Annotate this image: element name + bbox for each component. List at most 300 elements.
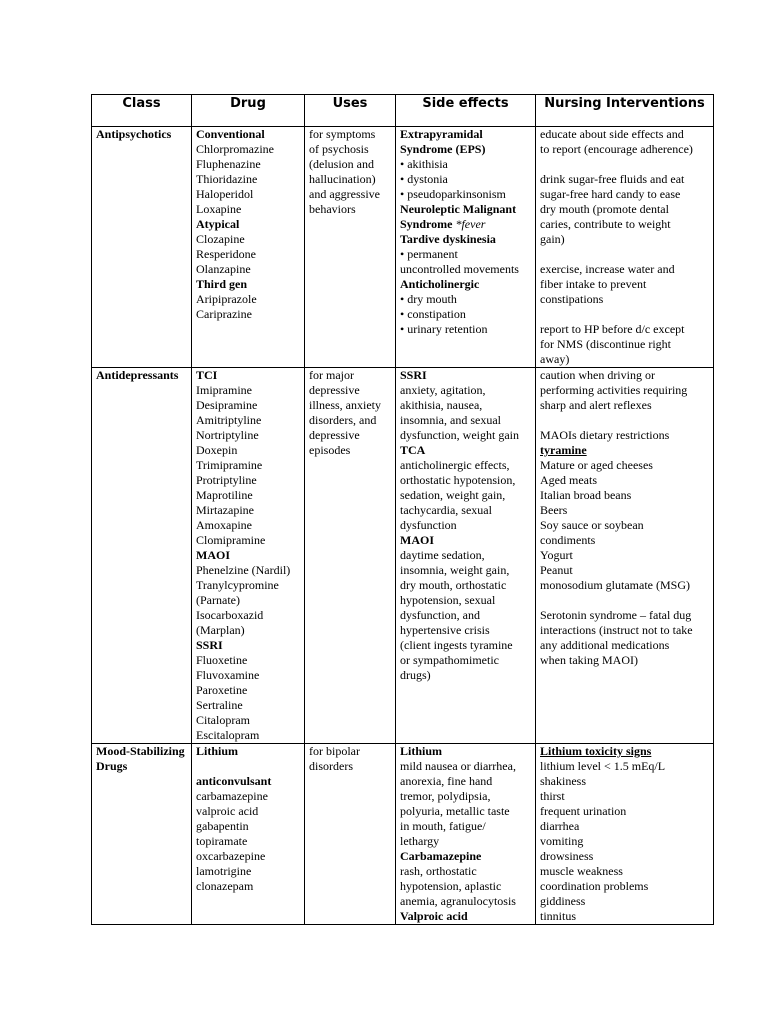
cell-line: [196, 518, 300, 533]
cell-line-text: lamotrigine: [196, 864, 252, 878]
cell-line-text: Third gen: [196, 277, 248, 291]
cell-line-text: Aged meats: [540, 473, 597, 487]
cell-line: [540, 608, 709, 623]
cell-line-text: TCA: [400, 443, 426, 457]
cell-line: [400, 608, 531, 623]
cell-line: [309, 428, 391, 443]
cell-line: [540, 593, 709, 608]
cell-line: [400, 443, 531, 458]
cell-line-text: Paroxetine: [196, 683, 248, 697]
cell-line: [540, 894, 709, 909]
cell-line: [400, 533, 531, 548]
cell-line-text: in mouth, fatigue/: [400, 819, 486, 833]
cell-line: [196, 413, 300, 428]
cell-line: [540, 638, 709, 653]
cell-line-text: clonazepam: [196, 879, 254, 893]
cell-line: [196, 292, 300, 307]
cell-line: [196, 789, 300, 804]
cell-line-text: Lithium: [196, 744, 239, 758]
cell-line-text: Extrapyramidal: [400, 127, 483, 141]
cell-line-text: when taking MAOI): [540, 653, 638, 667]
cell-line-text: Clozapine: [196, 232, 245, 246]
uses-cell: [305, 127, 396, 368]
cell-line: [400, 202, 531, 217]
cell-line: [400, 187, 531, 202]
cell-line: [196, 307, 300, 322]
cell-line-text: Thioridazine: [196, 172, 258, 186]
cell-line-text: MAOI: [400, 533, 434, 547]
cell-line: [400, 262, 531, 277]
cell-line-text: akithisia, nausea,: [400, 398, 483, 412]
cell-line-text: Neuroleptic Malignant: [400, 202, 517, 216]
cell-line: [540, 217, 709, 232]
cell-line-text: interactions (instruct not to take: [540, 623, 693, 637]
cell-line: [309, 383, 391, 398]
cell-line-text: Resperidone: [196, 247, 256, 261]
cell-line-text: Nortriptyline: [196, 428, 259, 442]
class-cell: Antipsychotics: [92, 127, 192, 368]
table-header-row: [92, 95, 714, 127]
cell-line-text: frequent urination: [540, 804, 627, 818]
cell-line: [400, 217, 531, 232]
cell-line-text: any additional medications: [540, 638, 670, 652]
cell-line: [540, 533, 709, 548]
cell-line-text: lithium level < 1.5 mEq/L: [540, 759, 666, 773]
cell-line-text: daytime sedation,: [400, 548, 485, 562]
cell-line: [540, 909, 709, 924]
cell-line-text: coordination problems: [540, 879, 649, 893]
cell-line-text: orthostatic hypotension,: [400, 473, 516, 487]
cell-line-text: (Parnate): [196, 593, 240, 607]
cell-line: [196, 849, 300, 864]
class-cell: Mood-Stabilizing Drugs: [92, 744, 192, 925]
cell-line: [540, 157, 709, 172]
cell-line: [196, 879, 300, 894]
drug-cell: [192, 744, 305, 925]
cell-line: [309, 202, 391, 217]
cell-line-text: disorders, and: [309, 413, 377, 427]
cell-line-text: shakiness: [540, 774, 586, 788]
cell-line: [196, 713, 300, 728]
cell-line: [540, 804, 709, 819]
cell-line-text: lethargy: [400, 834, 440, 848]
cell-line-text: • pseudoparkinsonism: [400, 187, 506, 201]
uses-cell: [305, 368, 396, 744]
cell-line-text: behaviors: [309, 202, 356, 216]
cell-line: [540, 232, 709, 247]
cell-line-text: Carbamazepine: [400, 849, 482, 863]
cell-line-text: for bipolar: [309, 744, 360, 758]
cell-line: [400, 488, 531, 503]
cell-line: [540, 368, 709, 383]
cell-line-text: dysfunction, and: [400, 608, 480, 622]
cell-line-text: oxcarbazepine: [196, 849, 266, 863]
cell-line: [540, 578, 709, 593]
cell-line-text: educate about side effects and: [540, 127, 684, 141]
cell-line: [400, 909, 531, 924]
cell-line: [400, 473, 531, 488]
cell-line-text: (client ingests tyramine: [400, 638, 513, 652]
cell-line-text: muscle weakness: [540, 864, 623, 878]
cell-line: [196, 127, 300, 142]
cell-line-text: Syndrome: [400, 217, 453, 231]
cell-line: [400, 428, 531, 443]
cell-line-text: sharp and alert reflexes: [540, 398, 652, 412]
header-nursing-interventions: Nursing Interventions: [536, 95, 714, 127]
cell-line: [400, 292, 531, 307]
cell-line-text: sedation, weight gain,: [400, 488, 506, 502]
cell-line: [540, 744, 709, 759]
cell-line: [196, 864, 300, 879]
cell-line-text: to report (encourage adherence): [540, 142, 693, 156]
cell-line-text: Amitriptyline: [196, 413, 262, 427]
cell-line-text: Chlorpromazine: [196, 142, 274, 156]
cell-line: [309, 172, 391, 187]
cell-line-text: diarrhea: [540, 819, 580, 833]
cell-line: [400, 879, 531, 894]
cell-line: [400, 653, 531, 668]
cell-line: [309, 368, 391, 383]
cell-line: [540, 262, 709, 277]
cell-line-text: Cariprazine: [196, 307, 252, 321]
cell-line-text: SSRI: [196, 638, 223, 652]
cell-line: [309, 413, 391, 428]
cell-line-text: dysfunction: [400, 518, 457, 532]
cell-line: [400, 834, 531, 849]
header-drug: Drug: [192, 95, 305, 127]
cell-line: [540, 473, 709, 488]
cell-line: [400, 247, 531, 262]
cell-line: [309, 127, 391, 142]
cell-line-text: tyramine: [540, 443, 587, 457]
cell-line-text: • dry mouth: [400, 292, 457, 306]
cell-line-text: sugar-free hard candy to ease: [540, 187, 681, 201]
cell-line: [196, 563, 300, 578]
cell-line: [309, 398, 391, 413]
cell-line-text: gain): [540, 232, 565, 246]
drug-cell: [192, 127, 305, 368]
cell-line: [540, 759, 709, 774]
cell-line: [196, 819, 300, 834]
cell-line-text: drowsiness: [540, 849, 594, 863]
cell-line-text: Clomipramine: [196, 533, 266, 547]
cell-line-text: Loxapine: [196, 202, 242, 216]
cell-line-text: • urinary retention: [400, 322, 488, 336]
cell-line: [196, 428, 300, 443]
cell-line: [400, 322, 531, 337]
cell-line: [400, 127, 531, 142]
cell-line: [309, 443, 391, 458]
header-uses: Uses: [305, 95, 396, 127]
table-row: [92, 368, 714, 744]
cell-line: [196, 623, 300, 638]
cell-line: [540, 503, 709, 518]
cell-line: [540, 127, 709, 142]
cell-line: [400, 894, 531, 909]
cell-line: [400, 518, 531, 533]
cell-line-text: tachycardia, sexual: [400, 503, 492, 517]
cell-line-text: dysfunction, weight gain: [400, 428, 519, 442]
cell-line-text: hallucination): [309, 172, 376, 186]
cell-line-text: and aggressive: [309, 187, 380, 201]
cell-line: [309, 142, 391, 157]
cell-line: [540, 653, 709, 668]
cell-line: [540, 337, 709, 352]
cell-line-text: Fluoxetine: [196, 653, 248, 667]
cell-line-note: *fever: [452, 217, 486, 231]
cell-line-text: MAOI: [196, 548, 230, 562]
cell-line: [400, 307, 531, 322]
cell-line-text: Italian broad beans: [540, 488, 632, 502]
cell-line-text: tremor, polydipsia,: [400, 789, 491, 803]
cell-line: [196, 473, 300, 488]
cell-line: [400, 232, 531, 247]
cell-line-text: • permanent: [400, 247, 458, 261]
cell-line-text: dry mouth, orthostatic: [400, 578, 507, 592]
cell-line: [196, 653, 300, 668]
cell-line-text: Beers: [540, 503, 568, 517]
cell-line: [540, 563, 709, 578]
cell-line: [196, 202, 300, 217]
cell-line-text: rash, orthostatic: [400, 864, 477, 878]
cell-line-text: Doxepin: [196, 443, 238, 457]
cell-line-text: Tranylcypromine: [196, 578, 279, 592]
cell-line-text: drugs): [400, 668, 431, 682]
cell-line: [540, 623, 709, 638]
cell-line-text: Citalopram: [196, 713, 250, 727]
cell-line-text: hypotension, sexual: [400, 593, 496, 607]
cell-line: [196, 774, 300, 789]
class-cell: Antidepressants: [92, 368, 192, 744]
cell-line-text: Anticholinergic: [400, 277, 480, 291]
cell-line: [540, 428, 709, 443]
cell-line-text: for NMS (discontinue right: [540, 337, 671, 351]
cell-line: [540, 292, 709, 307]
cell-line: [400, 638, 531, 653]
cell-line: [400, 548, 531, 563]
cell-line-text: Soy sauce or soybean: [540, 518, 644, 532]
cell-line-text: dry mouth (promote dental: [540, 202, 669, 216]
header-class: Class: [92, 95, 192, 127]
cell-line-text: Fluphenazine: [196, 157, 261, 171]
cell-line-text: Tardive dyskinesia: [400, 232, 496, 246]
side-effects-cell: [396, 127, 536, 368]
nursing-cell: [536, 744, 714, 925]
cell-line-text: performing activities requiring: [540, 383, 688, 397]
cell-line-text: SSRI: [400, 368, 427, 382]
cell-line-text: anemia, agranulocytosis: [400, 894, 516, 908]
cell-line-text: anorexia, fine hand: [400, 774, 493, 788]
cell-line: [400, 172, 531, 187]
cell-line-text: fiber intake to prevent: [540, 277, 647, 291]
cell-line: [196, 548, 300, 563]
cell-line: [400, 578, 531, 593]
cell-line-text: caries, contribute to weight: [540, 217, 671, 231]
cell-line: [540, 277, 709, 292]
cell-line: [400, 744, 531, 759]
table-row: [92, 127, 714, 368]
cell-line: [540, 247, 709, 262]
cell-line: [540, 849, 709, 864]
nursing-cell: [536, 368, 714, 744]
cell-line: [196, 443, 300, 458]
cell-line-text: Protriptyline: [196, 473, 257, 487]
cell-line: [400, 849, 531, 864]
cell-line: [196, 232, 300, 247]
cell-line: [196, 383, 300, 398]
cell-line-text: condiments: [540, 533, 596, 547]
cell-line: [196, 638, 300, 653]
cell-line-text: disorders: [309, 759, 353, 773]
cell-line: [540, 518, 709, 533]
cell-line-text: insomnia, and sexual: [400, 413, 501, 427]
cell-line: [196, 172, 300, 187]
cell-line-text: • constipation: [400, 307, 466, 321]
cell-line-text: Atypical: [196, 217, 240, 231]
cell-line-text: topiramate: [196, 834, 248, 848]
cell-line-text: • akithisia: [400, 157, 448, 171]
cell-line-text: or sympathomimetic: [400, 653, 499, 667]
cell-line: [309, 744, 391, 759]
cell-line: [540, 322, 709, 337]
cell-line: [400, 157, 531, 172]
cell-line: [196, 503, 300, 518]
cell-line: [196, 728, 300, 743]
cell-line-text: Conventional: [196, 127, 265, 141]
cell-line-text: vomiting: [540, 834, 584, 848]
cell-line-text: TCI: [196, 368, 218, 382]
table-row: [92, 744, 714, 925]
cell-line: [196, 398, 300, 413]
cell-line-text: Yogurt: [540, 548, 573, 562]
cell-line: [540, 398, 709, 413]
side-effects-cell: [396, 368, 536, 744]
cell-line-text: insomnia, weight gain,: [400, 563, 510, 577]
cell-line: [309, 157, 391, 172]
cell-line-text: drink sugar-free fluids and eat: [540, 172, 685, 186]
cell-line: [400, 503, 531, 518]
cell-line: [400, 668, 531, 683]
cell-line-text: hypotension, aplastic: [400, 879, 502, 893]
cell-line: [196, 142, 300, 157]
uses-cell: [305, 744, 396, 925]
cell-line: [540, 413, 709, 428]
cell-line: [400, 383, 531, 398]
cell-line: [196, 488, 300, 503]
cell-line-text: anticholinergic effects,: [400, 458, 510, 472]
cell-line-text: depressive: [309, 428, 360, 442]
cell-line-text: gabapentin: [196, 819, 249, 833]
cell-line-text: Fluvoxamine: [196, 668, 260, 682]
cell-line: [540, 307, 709, 322]
cell-line: [400, 593, 531, 608]
cell-line-text: illness, anxiety: [309, 398, 381, 412]
cell-line-text: for major: [309, 368, 354, 382]
cell-line-text: MAOIs dietary restrictions: [540, 428, 670, 442]
cell-line: [540, 187, 709, 202]
cell-line-text: anxiety, agitation,: [400, 383, 486, 397]
cell-line: [196, 368, 300, 383]
cell-line: [196, 533, 300, 548]
cell-line-text: Aripiprazole: [196, 292, 257, 306]
cell-line: [400, 804, 531, 819]
cell-line: [540, 879, 709, 894]
cell-line: [400, 789, 531, 804]
cell-line: [400, 819, 531, 834]
cell-line: [400, 413, 531, 428]
cell-line: [196, 698, 300, 713]
cell-line-text: Olanzapine: [196, 262, 251, 276]
cell-line-text: episodes: [309, 443, 351, 457]
cell-line-text: Valproic acid: [400, 909, 468, 923]
cell-line: [196, 744, 300, 759]
cell-line-text: Mirtazapine: [196, 503, 254, 517]
cell-line-text: • dystonia: [400, 172, 448, 186]
cell-line: [400, 864, 531, 879]
cell-line: [400, 563, 531, 578]
cell-line: [400, 277, 531, 292]
cell-line-text: Desipramine: [196, 398, 258, 412]
cell-line: [540, 352, 709, 367]
cell-line: [309, 187, 391, 202]
cell-line-text: valproic acid: [196, 804, 259, 818]
cell-line: [196, 593, 300, 608]
cell-line: [196, 217, 300, 232]
cell-line-text: Sertraline: [196, 698, 243, 712]
cell-line-text: of psychosis: [309, 142, 369, 156]
cell-line: [400, 623, 531, 638]
cell-line: [196, 458, 300, 473]
cell-line: [540, 548, 709, 563]
cell-line: [196, 668, 300, 683]
cell-line-text: caution when driving or: [540, 368, 655, 382]
cell-line: [400, 759, 531, 774]
cell-line-text: Peanut: [540, 563, 573, 577]
cell-line-text: mild nausea or diarrhea,: [400, 759, 516, 773]
cell-line-text: anticonvulsant: [196, 774, 272, 788]
cell-line: [196, 834, 300, 849]
cell-line: [196, 262, 300, 277]
cell-line-text: Phenelzine (Nardil): [196, 563, 291, 577]
cell-line: [540, 458, 709, 473]
cell-line: [196, 247, 300, 262]
cell-line-text: Syndrome (EPS): [400, 142, 486, 156]
cell-line-text: Lithium toxicity signs: [540, 744, 652, 758]
cell-line-text: hypertensive crisis: [400, 623, 490, 637]
cell-line: [540, 383, 709, 398]
cell-line: [400, 142, 531, 157]
cell-line: [540, 789, 709, 804]
cell-line-text: Trimipramine: [196, 458, 263, 472]
cell-line: [400, 458, 531, 473]
cell-line-text: Isocarboxazid: [196, 608, 264, 622]
cell-line: [196, 187, 300, 202]
cell-line: [196, 608, 300, 623]
cell-line: [196, 157, 300, 172]
cell-line: [196, 683, 300, 698]
cell-line-text: carbamazepine: [196, 789, 268, 803]
cell-line: [196, 578, 300, 593]
cell-line: [540, 864, 709, 879]
cell-line-text: Mature or aged cheeses: [540, 458, 653, 472]
drug-cell: [192, 368, 305, 744]
cell-line-text: polyuria, metallic taste: [400, 804, 510, 818]
cell-line-text: Serotonin syndrome – fatal dug: [540, 608, 692, 622]
cell-line-text: (Marplan): [196, 623, 245, 637]
cell-line: [540, 172, 709, 187]
cell-line-text: (delusion and: [309, 157, 374, 171]
cell-line: [400, 398, 531, 413]
